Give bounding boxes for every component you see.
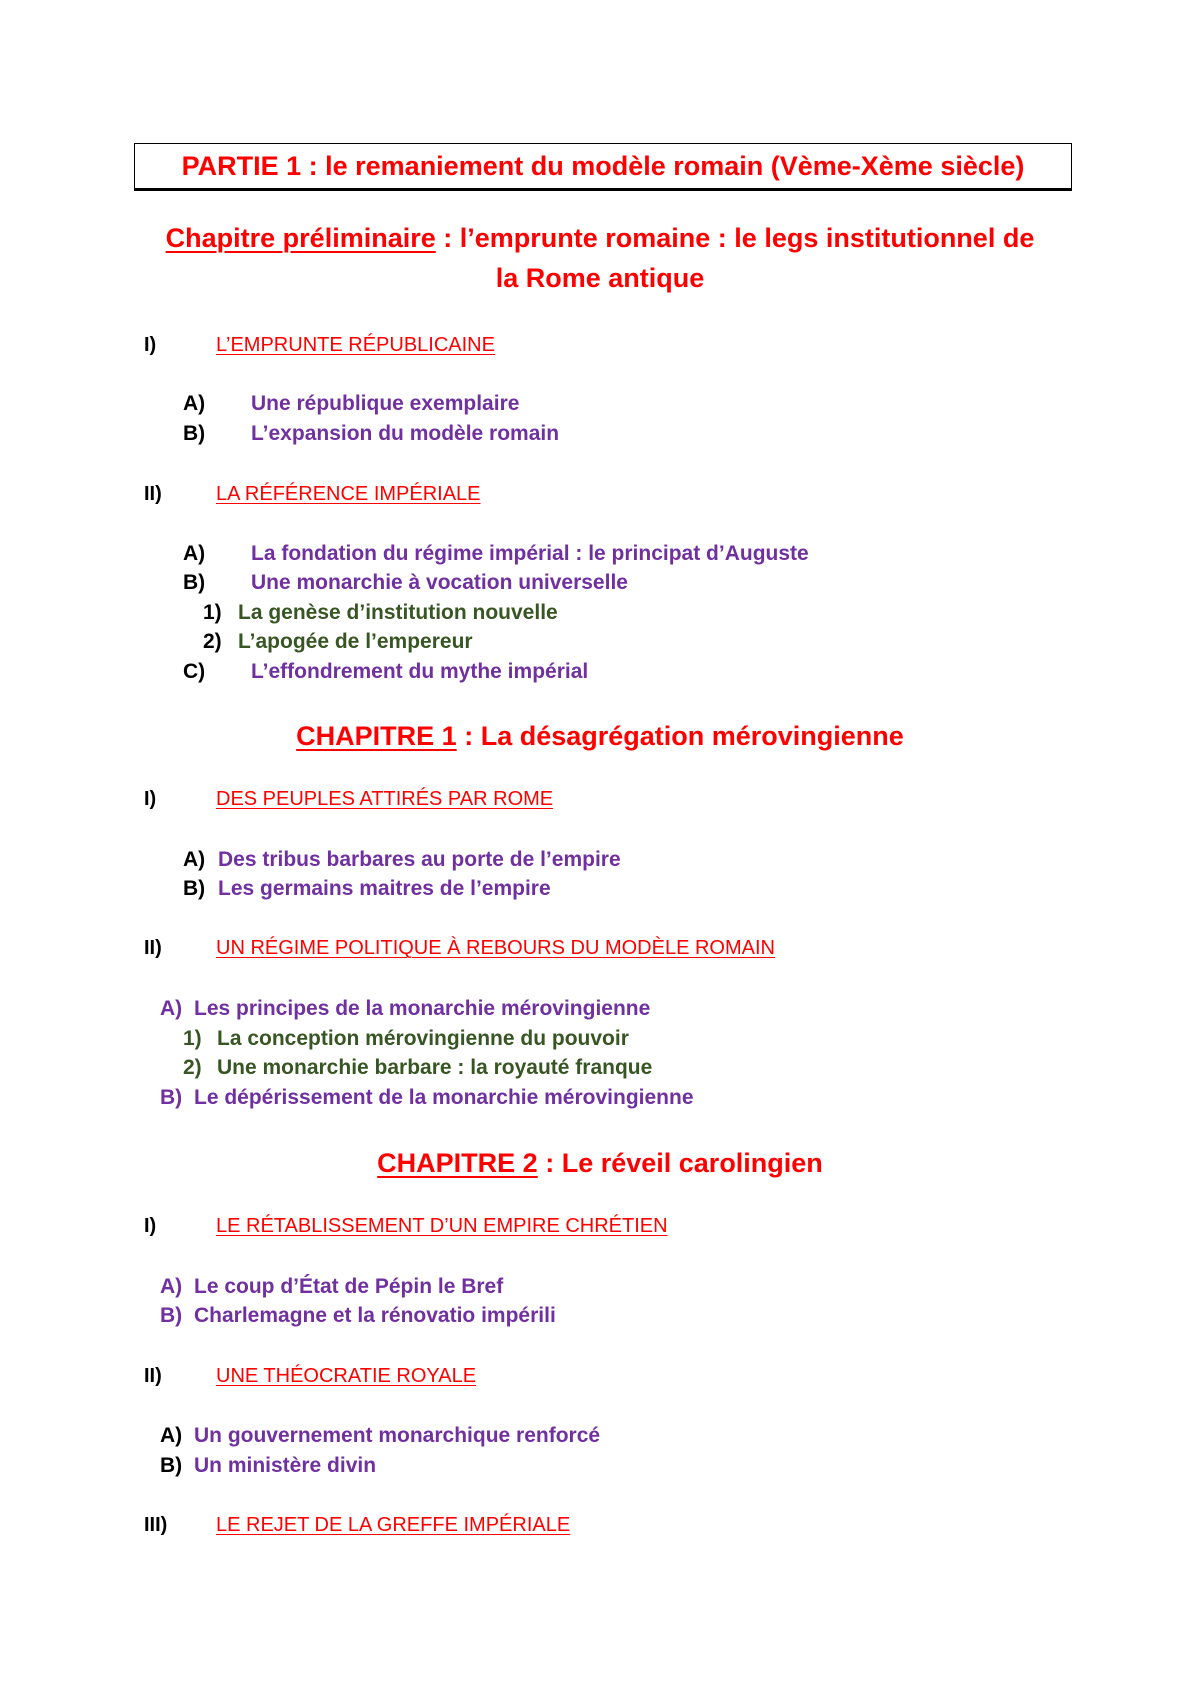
subsection-number: A) bbox=[160, 1275, 183, 1298]
chapter-2-title-text: Le réveil carolingien bbox=[561, 1148, 823, 1178]
subsection-item bbox=[183, 543, 1083, 567]
subsection-text: Un ministère divin bbox=[194, 1454, 377, 1477]
chapter-2-separator: : bbox=[537, 1148, 562, 1178]
subsubsection-number: 1) bbox=[203, 601, 222, 624]
chapter-preliminary-separator: : bbox=[435, 223, 460, 253]
subsection-item bbox=[160, 1455, 960, 1479]
subsection-text: Le coup d’État de Pépin le Bref bbox=[194, 1275, 504, 1298]
subsection-number: B) bbox=[160, 1304, 183, 1327]
subsubsection-number: 1) bbox=[183, 1027, 202, 1050]
subsubsection-number: 2) bbox=[203, 630, 222, 653]
subsection-number: B) bbox=[183, 877, 206, 900]
subsection-item bbox=[183, 393, 983, 417]
subsubsection-item bbox=[183, 1028, 983, 1052]
section-number: II) bbox=[144, 937, 162, 959]
subsection-item bbox=[183, 661, 983, 685]
subsection-number: C) bbox=[183, 660, 206, 683]
subsubsection-item bbox=[203, 602, 1003, 626]
subsection-text: Les germains maitres de l’empire bbox=[218, 877, 551, 900]
section-number: II) bbox=[144, 1365, 162, 1387]
subsection-text: Les principes de la monarchie mérovingienne bbox=[194, 997, 651, 1020]
subsection-text: Une république exemplaire bbox=[251, 392, 520, 415]
section-number: I) bbox=[144, 788, 157, 810]
subsection-text: Charlemagne et la rénovatio impérili bbox=[194, 1304, 556, 1327]
section-heading bbox=[144, 335, 1044, 359]
subsection-item bbox=[160, 998, 1060, 1022]
subsection-item bbox=[183, 878, 983, 902]
part-title-box bbox=[134, 143, 1072, 189]
section-title: UN RÉGIME POLITIQUE À REBOURS DU MODÈLE ROMAIN bbox=[216, 937, 775, 959]
section-title: LE REJET DE LA GREFFE IMPÉRIALE bbox=[216, 1514, 571, 1536]
subsection-item bbox=[160, 1087, 1060, 1111]
section-number: II) bbox=[144, 483, 162, 505]
section-heading bbox=[144, 1366, 1044, 1390]
chapter-2-label: CHAPITRE 2 bbox=[377, 1148, 538, 1178]
subsection-text: Une monarchie à vocation universelle bbox=[251, 571, 628, 594]
chapter-2-title bbox=[0, 1150, 1200, 1177]
subsection-text: L’effondrement du mythe impérial bbox=[251, 660, 589, 683]
subsection-text: Des tribus barbares au porte de l’empire bbox=[218, 848, 621, 871]
subsection-number: A) bbox=[160, 1424, 183, 1447]
subsection-item bbox=[183, 423, 983, 447]
chapter-preliminary-label: Chapitre préliminaire bbox=[165, 223, 436, 253]
part-title: PARTIE 1 : le remaniement du modèle romain (Vème-Xème siècle) bbox=[181, 150, 1025, 181]
chapter-preliminary-title bbox=[0, 225, 1200, 252]
subsection-text: Le dépérissement de la monarchie mérovingienne bbox=[194, 1086, 694, 1109]
subsection-item bbox=[183, 572, 983, 596]
subsection-item bbox=[160, 1276, 960, 1300]
subsection-text: L’expansion du modèle romain bbox=[251, 422, 560, 445]
chapter-preliminary-title-line2: la Rome antique bbox=[495, 263, 705, 293]
section-title: LE RÉTABLISSEMENT D’UN EMPIRE CHRÉTIEN bbox=[216, 1215, 668, 1237]
section-number: I) bbox=[144, 334, 157, 356]
chapter-1-title bbox=[0, 723, 1200, 750]
chapter-1-title-text: La désagrégation mérovingienne bbox=[480, 721, 904, 751]
subsection-text: La fondation du régime impérial : le principat d’Auguste bbox=[251, 542, 809, 565]
section-heading bbox=[144, 938, 1044, 962]
section-heading bbox=[144, 484, 1044, 508]
section-title: DES PEUPLES ATTIRÉS PAR ROME bbox=[216, 788, 554, 810]
subsection-number: A) bbox=[160, 997, 183, 1020]
section-heading bbox=[144, 1515, 1044, 1539]
chapter-preliminary-title-line1: l’emprunte romaine : le legs institutionnel de bbox=[459, 223, 1035, 253]
chapter-1-label: CHAPITRE 1 bbox=[296, 721, 457, 751]
subsubsection-number: 2) bbox=[183, 1056, 202, 1079]
section-title: UNE THÉOCRATIE ROYALE bbox=[216, 1365, 477, 1387]
section-number: III) bbox=[144, 1514, 168, 1536]
subsection-number: A) bbox=[183, 542, 206, 565]
section-number: I) bbox=[144, 1215, 157, 1237]
subsection-number: A) bbox=[183, 848, 206, 871]
subsection-item bbox=[160, 1305, 960, 1329]
subsection-number: B) bbox=[183, 571, 206, 594]
subsection-item bbox=[183, 849, 983, 873]
subsection-number: B) bbox=[160, 1454, 183, 1477]
section-title: LA RÉFÉRENCE IMPÉRIALE bbox=[216, 483, 481, 505]
section-title: L’EMPRUNTE RÉPUBLICAINE bbox=[216, 334, 495, 356]
section-heading bbox=[144, 789, 1044, 813]
subsubsection-item bbox=[183, 1057, 983, 1081]
subsection-text: Un gouvernement monarchique renforcé bbox=[194, 1424, 601, 1447]
subsubsection-text: La genèse d’institution nouvelle bbox=[238, 601, 558, 624]
subsubsection-text: La conception mérovingienne du pouvoir bbox=[217, 1027, 629, 1050]
subsection-item bbox=[160, 1425, 960, 1449]
subsubsection-text: Une monarchie barbare : la royauté franque bbox=[217, 1056, 653, 1079]
subsubsection-item bbox=[203, 631, 1003, 655]
section-heading bbox=[144, 1216, 1044, 1240]
subsection-number: B) bbox=[160, 1086, 183, 1109]
chapter-1-separator: : bbox=[456, 721, 481, 751]
subsubsection-text: L’apogée de l’empereur bbox=[238, 630, 473, 653]
subsection-number: A) bbox=[183, 392, 206, 415]
subsection-number: B) bbox=[183, 422, 206, 445]
